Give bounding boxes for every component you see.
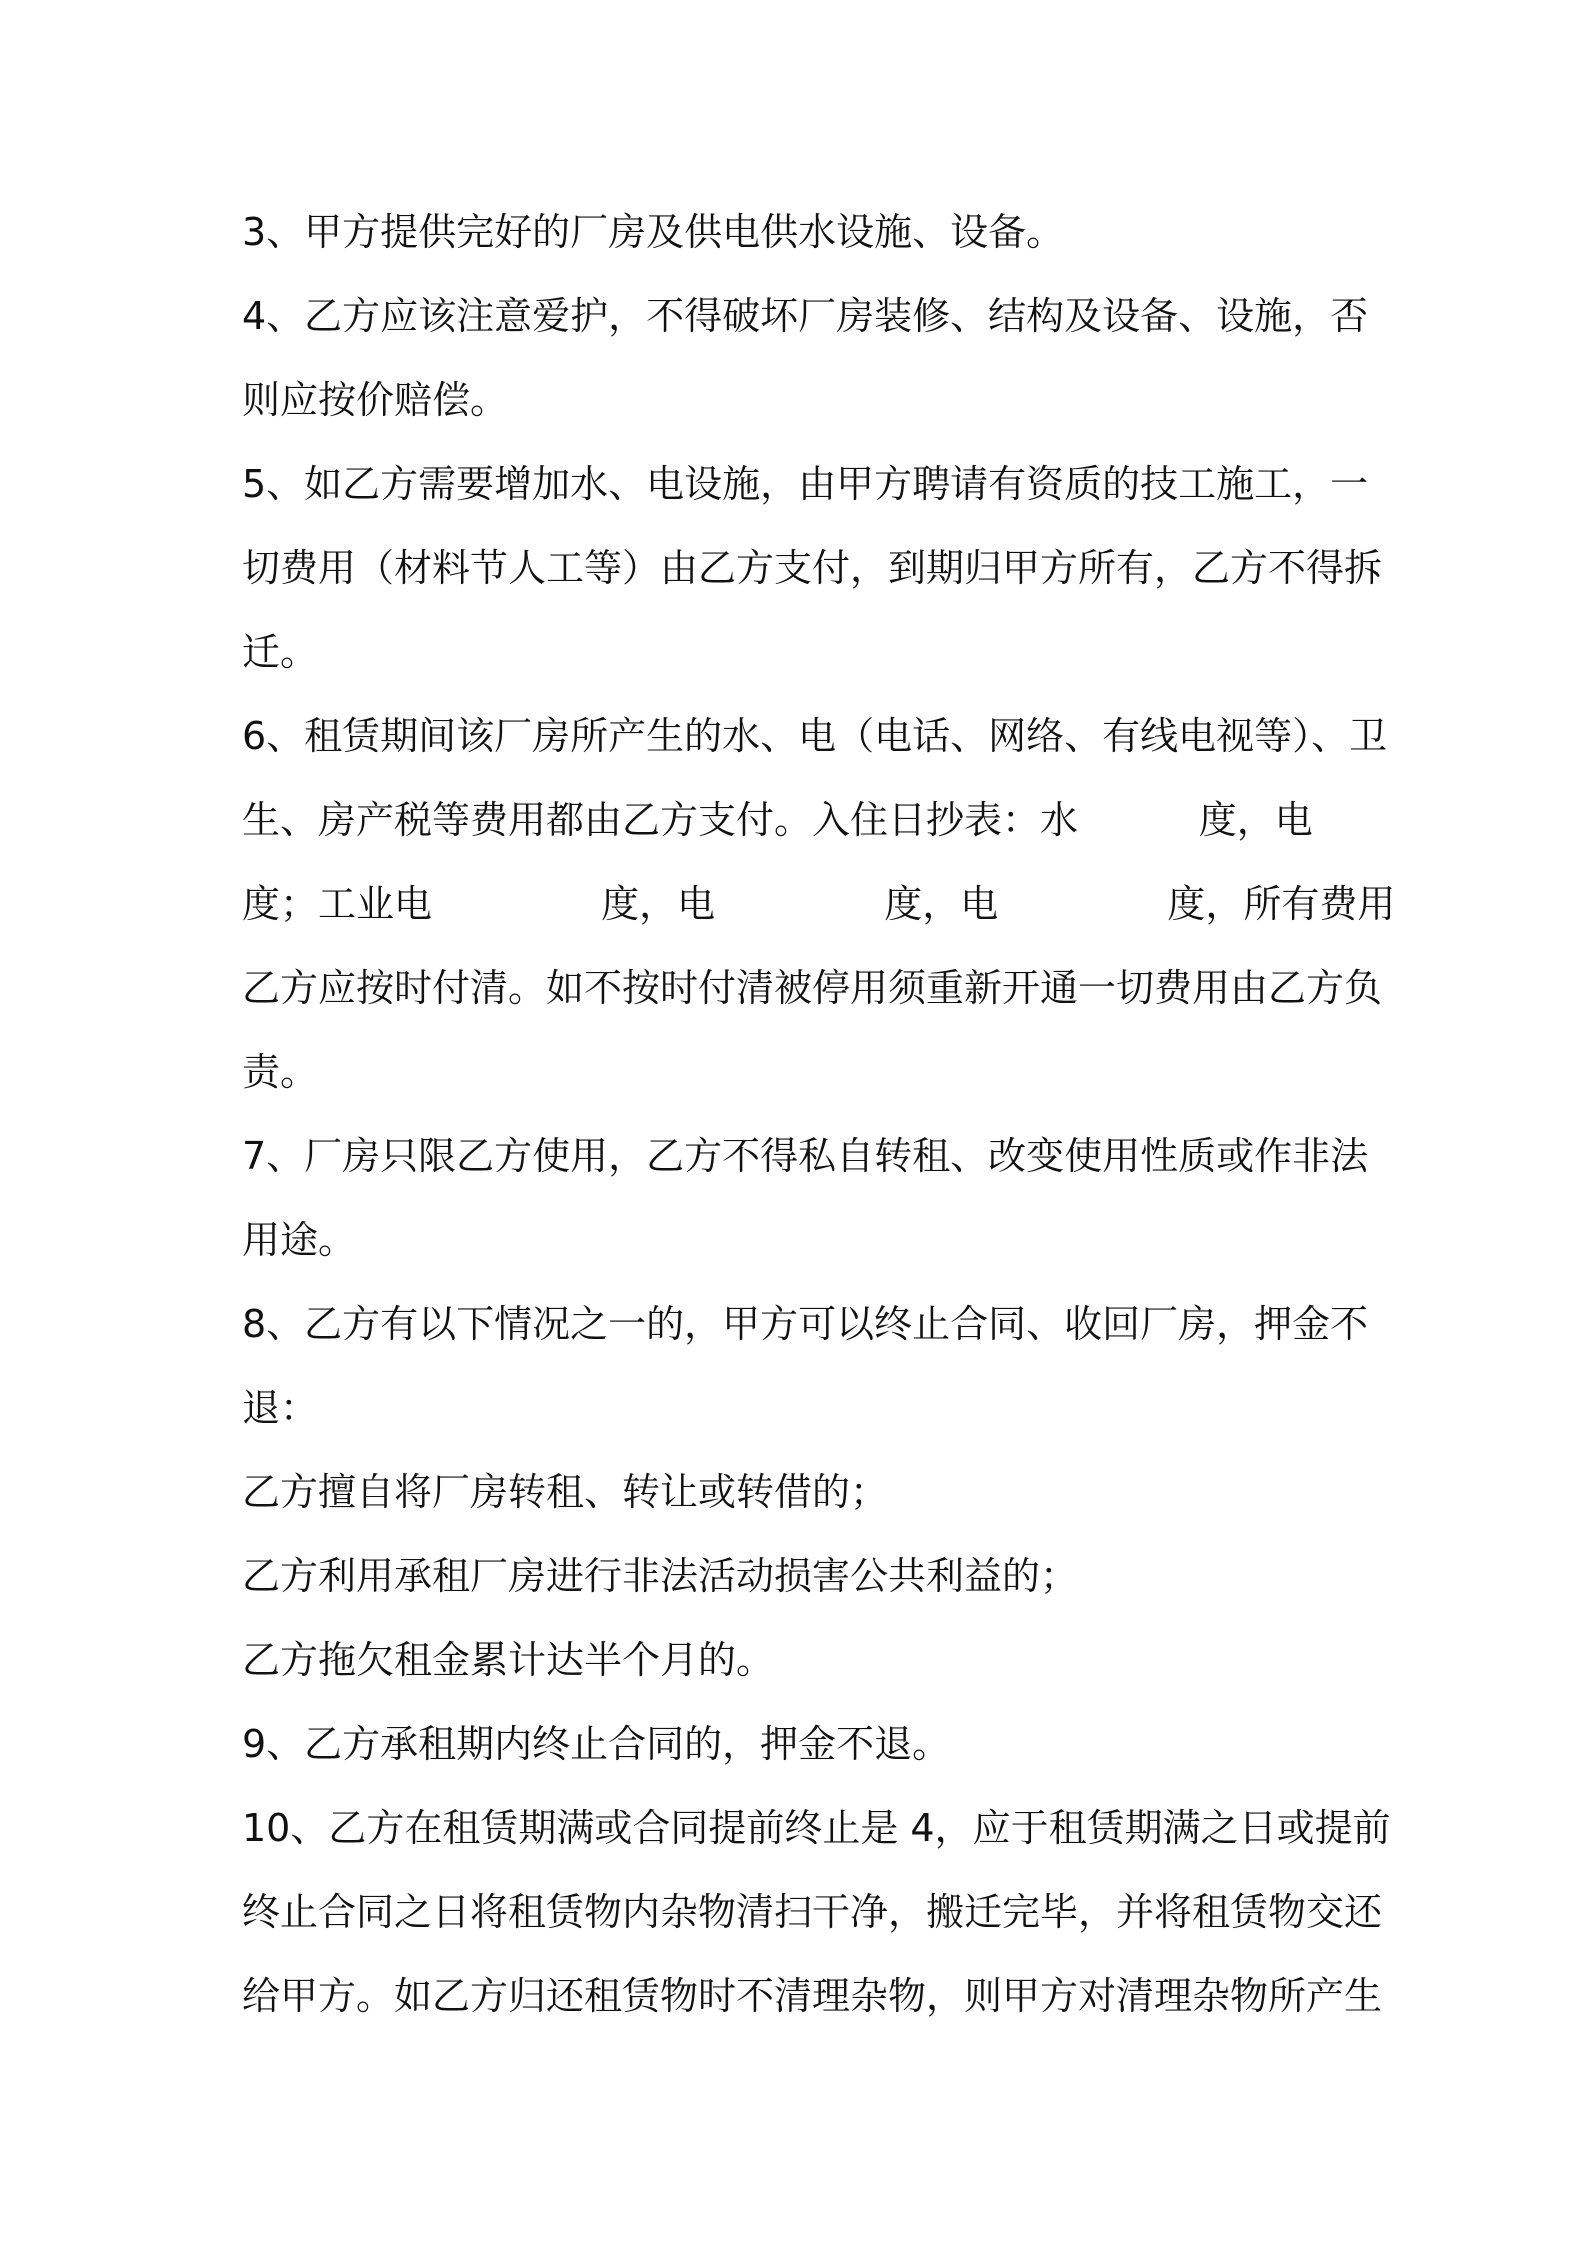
text-line: 6、租赁期间该厂房所产生的水、电（电话、网络、有线电视等）、卫 [242,714,1388,758]
text-line: 7、厂房只限乙方使用，乙方不得私自转租、改变使用性质或作非法 [242,1134,1369,1178]
text-line: 切费用（材料节人工等）由乙方支付，到期归甲方所有，乙方不得拆 [242,546,1383,590]
text-line: 4、乙方应该注意爱护，不得破坏厂房装修、结构及设备、设施，否 [242,294,1369,338]
text-line: 乙方利用承租厂房进行非法活动损害公共利益的； [242,1554,1079,1598]
text-line: 9、乙方承租期内终止合同的，押金不退。 [242,1722,951,1766]
text-line: 责。 [242,1050,319,1094]
document-body [242,190,1396,2038]
text-line: 10、乙方在租赁期满或合同提前终止是 4，应于租赁期满之日或提前 [242,1806,1391,1850]
text-line: 则应按价赔偿。 [242,378,509,422]
text-line: 乙方擅自将厂房转租、转让或转借的； [242,1470,889,1514]
text-line: 5、如乙方需要增加水、电设施，由甲方聘请有资质的技工施工，一 [242,462,1369,506]
text-line: 8、乙方有以下情况之一的，甲方可以终止合同、收回厂房，押金不 [242,1302,1369,1346]
text-line: 乙方拖欠租金累计达半个月的。 [242,1638,775,1682]
text-line: 迁。 [242,630,319,674]
text-line: 3、甲方提供完好的厂房及供电供水设施、设备。 [242,210,1065,254]
text-line: 给甲方。如乙方归还租赁物时不清理杂物，则甲方对清理杂物所产生 [242,1974,1383,2018]
text-line: 退： [242,1386,319,1430]
text-line: 终止合同之日将租赁物内杂物清扫干净，搬迁完毕，并将租赁物交还 [242,1890,1383,1934]
text-line: 乙方应按时付清。如不按时付清被停用须重新开通一切费用由乙方负 [242,966,1383,1010]
text-line: 度；工业电 度，电 度，电 度，所有费用 [242,882,1396,926]
text-line: 用途。 [242,1218,357,1262]
text-line: 生、房产税等费用都由乙方支付。入住日抄表：水 度，电 [242,798,1313,842]
